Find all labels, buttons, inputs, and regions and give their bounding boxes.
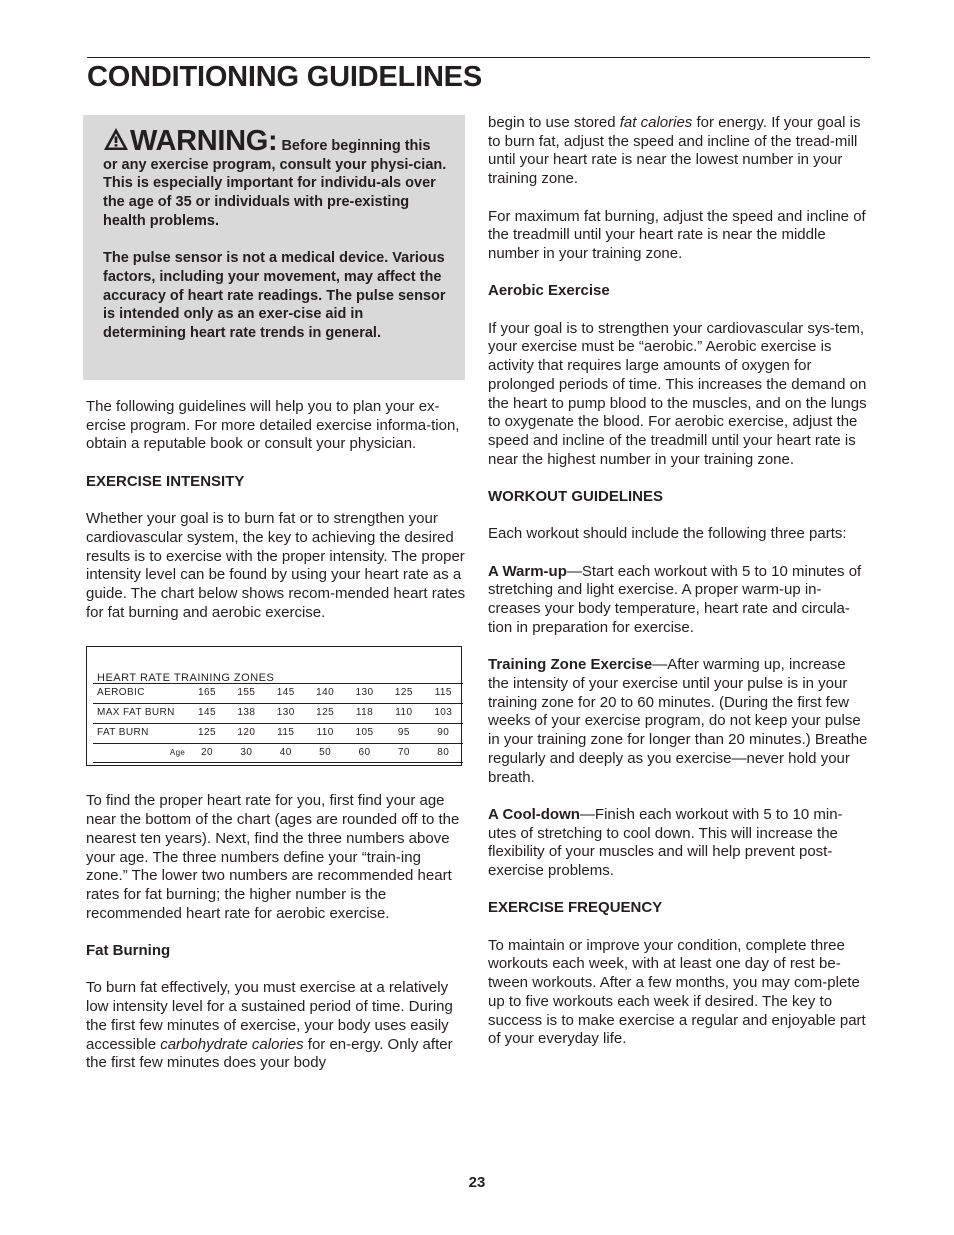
row-label: AEROBIC <box>93 684 187 704</box>
age-row <box>93 743 463 763</box>
top-rule <box>87 57 870 58</box>
age-cell: 30 <box>227 743 266 763</box>
warning-paragraph-1 <box>103 127 447 231</box>
page-title: CONDITIONING GUIDELINES <box>87 61 482 93</box>
warning-heading <box>103 125 277 157</box>
age-cell: 80 <box>424 743 463 763</box>
table-cell: 165 <box>187 684 226 704</box>
table-cell: 130 <box>345 684 384 704</box>
table-cell: 110 <box>305 723 344 743</box>
table-cell: 125 <box>305 704 344 724</box>
warm-up-label: A Warm-up <box>488 562 567 580</box>
age-cell: 20 <box>187 743 226 763</box>
intro-paragraph: The following guidelines will help you to plan your ex-ercise program. For more detailed exercise informa-tion, obtain a reputable book or consult your physician. <box>86 398 460 453</box>
chart-caption: HEART RATE TRAINING ZONES <box>97 672 275 685</box>
training-zone-text: —After warming up, increase the intensity of your exercise until your pulse is in your training zone for 20 to 60 minutes. (During the first few weeks of your exercise program, do not keep your pulse in your training zone for longer than 20 minutes.) Breathe regularly and deeply as you exercise—never hold your breath. <box>488 656 868 786</box>
age-cell: 70 <box>384 743 423 763</box>
max-fat-burning-paragraph: For maximum fat burning, adjust the speed and incline of the treadmill until your heart rate is near the middle number in your training zone. <box>488 207 866 262</box>
table-cell: 155 <box>227 684 266 704</box>
table-cell: 105 <box>345 723 384 743</box>
table-cell: 125 <box>384 684 423 704</box>
table-row <box>93 723 463 743</box>
age-cell: 40 <box>266 743 305 763</box>
row-label: MAX FAT BURN <box>93 704 187 724</box>
warning-triangle-icon <box>103 127 129 151</box>
table-cell: 115 <box>424 684 463 704</box>
fat-burning-continued-paragraph <box>488 114 870 189</box>
warning-text-1: Before beginning this or any exercise program, consult your physi-cian. This is especially important for individu-als over the age of 35 or individuals with pre-existing health problems. <box>103 138 447 229</box>
warning-text-2: The pulse sensor is not a medical device. Various factors, including your movement, may affect the accuracy of heart rate readings. The pulse sensor is intended only as an exer-cise aid in determining heart rate trends in general. <box>103 250 446 342</box>
exercise-intensity-paragraph: Whether your goal is to burn fat or to strengthen your cardiovascular system, the key to achieving the desired results is to exercise with the proper intensity. The proper intensity level can be found by using your heart rate as a guide. The chart below shows recom-mended heart rates for fat burning and aerobic exercise. <box>86 510 466 621</box>
heart-rate-chart <box>86 646 462 766</box>
cool-down-paragraph <box>488 806 870 881</box>
fat-burning-cont-b: for energy. If your goal is to burn fat, adjust the speed and incline of the tread-mill until your heart rate is near the lowest number in your training zone. <box>488 114 861 188</box>
table-cell: 95 <box>384 723 423 743</box>
page-number: 23 <box>468 1174 486 1191</box>
training-zone-label: Training Zone Exercise <box>488 656 653 674</box>
aerobic-exercise-heading: Aerobic Exercise <box>488 282 610 300</box>
warning-box <box>83 115 465 380</box>
exercise-intensity-heading: EXERCISE INTENSITY <box>86 472 245 490</box>
table-cell: 130 <box>266 704 305 724</box>
fat-burning-text-a: To burn fat effectively, you must exercise at a relatively low intensity level for a sustained period of time. During the first few minutes of exercise, your body uses easily accessible <box>86 979 453 1053</box>
cool-down-label: A Cool-down <box>488 805 580 823</box>
training-zone-paragraph <box>488 656 870 787</box>
table-cell: 110 <box>384 704 423 724</box>
table-row <box>93 684 463 704</box>
age-cell: 50 <box>305 743 344 763</box>
table-cell: 125 <box>187 723 226 743</box>
fat-burning-paragraph <box>86 979 466 1073</box>
right-column <box>488 114 870 1049</box>
fat-calories-emphasis: fat calories <box>619 114 693 131</box>
table-cell: 103 <box>424 704 463 724</box>
table-cell: 145 <box>187 704 226 724</box>
table-cell: 138 <box>227 704 266 724</box>
age-label: Age <box>93 743 187 763</box>
table-cell: 140 <box>305 684 344 704</box>
cool-down-text: —Finish each workout with 5 to 10 min-utes of stretching to cool down. This will increase the flexibility of your muscles and will help prevent post-exercise problems. <box>488 805 843 879</box>
heart-rate-table <box>93 683 463 763</box>
table-row <box>93 704 463 724</box>
exercise-frequency-paragraph: To maintain or improve your condition, complete three workouts each week, with at least one day of rest be-tween workouts. After a few months, you may com-plete up to five workouts each week if desired. The key to success is to make exercise a regular and enjoyable part of your everyday life. <box>488 936 866 1048</box>
workout-guidelines-heading: WORKOUT GUIDELINES <box>488 488 663 505</box>
warm-up-paragraph <box>488 563 870 638</box>
fat-burning-heading: Fat Burning <box>86 942 171 960</box>
left-column <box>86 115 466 1073</box>
row-label: FAT BURN <box>93 723 187 743</box>
table-cell: 90 <box>424 723 463 743</box>
table-cell: 120 <box>227 723 266 743</box>
warning-label: WARNING: <box>130 125 278 157</box>
warm-up-text: —Start each workout with 5 to 10 minutes of stretching and light exercise. A proper warm-up in-creases your body temperature, heart rate and circula-tion in preparation for exercise. <box>488 562 862 636</box>
table-cell: 145 <box>266 684 305 704</box>
carbohydrate-calories-emphasis: carbohydrate calories <box>160 1035 304 1053</box>
exercise-frequency-heading: EXERCISE FREQUENCY <box>488 899 663 917</box>
age-cell: 60 <box>345 743 384 763</box>
table-cell: 115 <box>266 723 305 743</box>
aerobic-exercise-paragraph: If your goal is to strengthen your cardiovascular sys-tem, your exercise must be “aerobic.” Aerobic exercise is activity that requires large amounts of oxygen for prolonged periods of time. This increases the demand on the heart to pump blood to the muscles, and on the lungs to oxygenate the blood. For aerobic exercise, adjust the speed and incline of the treadmill until your heart rate is near the highest number in your training zone. <box>488 319 867 468</box>
fat-burning-cont-a: begin to use stored <box>488 114 620 131</box>
find-heart-rate-paragraph: To find the proper heart rate for you, first find your age near the bottom of the chart (ages are rounded off to the nearest ten years). Next, find the three numbers above your age. The three numbers define your “train-ing zone.” The lower two numbers are recommended heart rates for fat burning; the higher number is the recommended heart rate for aerobic exercise. <box>86 792 460 922</box>
fat-burning-text-b: for en-ergy. Only after the first few minutes does your body <box>86 1035 453 1072</box>
workout-intro-paragraph: Each workout should include the following three parts: <box>488 525 847 543</box>
table-cell: 118 <box>345 704 384 724</box>
